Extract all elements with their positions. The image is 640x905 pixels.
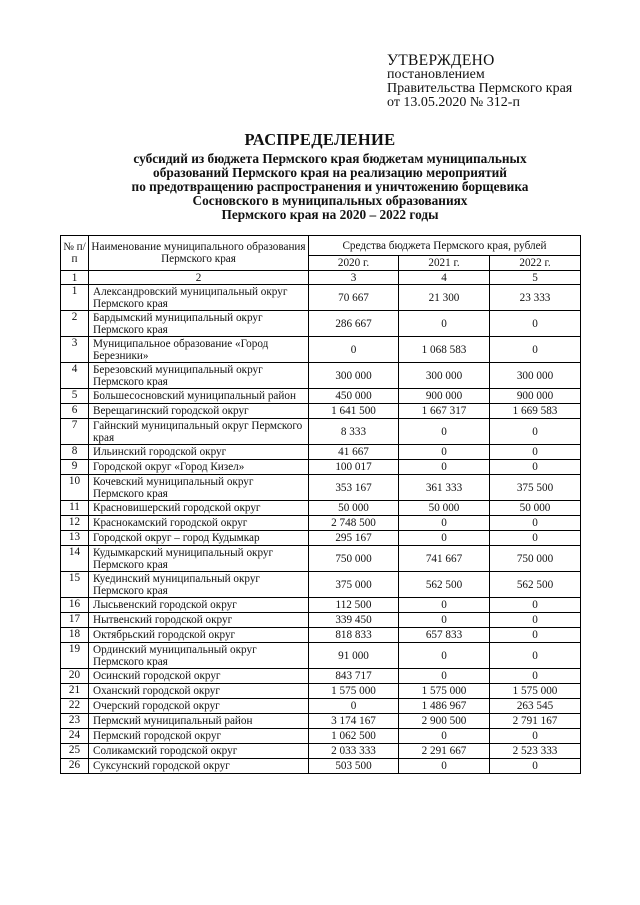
amount-2022: 0 [490, 445, 581, 460]
subtitle-line: Пермского края на 2020 – 2022 годы [221, 207, 439, 222]
amount-2022: 0 [490, 643, 581, 669]
municipality-name: Большесосновский муниципальный район [89, 389, 309, 404]
amount-2021: 0 [399, 759, 490, 774]
row-number: 25 [61, 744, 89, 759]
amount-2020: 818 833 [309, 628, 399, 643]
row-number: 14 [61, 546, 89, 572]
table-row [61, 729, 581, 744]
amount-2022: 0 [490, 311, 581, 337]
amount-2022: 562 500 [490, 572, 581, 598]
column-number: 1 [61, 271, 89, 285]
column-number: 4 [399, 271, 490, 285]
document-subtitle [80, 152, 580, 222]
row-number: 20 [61, 669, 89, 684]
amount-2022: 0 [490, 516, 581, 531]
amount-2021: 0 [399, 460, 490, 475]
municipality-name: Суксунский городской округ [89, 759, 309, 774]
table-row [61, 699, 581, 714]
municipality-name: Кочевский муниципальный округ Пермского края [89, 475, 309, 501]
table-row [61, 404, 581, 419]
subtitle-line: субсидий из бюджета Пермского края бюджетам муниципальных [133, 151, 527, 166]
amount-2022: 263 545 [490, 699, 581, 714]
municipality-name: Городской округ «Город Кизел» [89, 460, 309, 475]
row-number: 5 [61, 389, 89, 404]
amount-2022: 750 000 [490, 546, 581, 572]
municipality-name: Березовский муниципальный округ Пермского края [89, 363, 309, 389]
table-row [61, 531, 581, 546]
municipality-name: Городской округ – город Кудымкар [89, 531, 309, 546]
amount-2020: 843 717 [309, 669, 399, 684]
amount-2022: 0 [490, 531, 581, 546]
row-number: 15 [61, 572, 89, 598]
table-row [61, 389, 581, 404]
row-number: 22 [61, 699, 89, 714]
amount-2022: 0 [490, 337, 581, 363]
row-number: 9 [61, 460, 89, 475]
row-number: 17 [61, 613, 89, 628]
table-row [61, 643, 581, 669]
table-row [61, 501, 581, 516]
amount-2021: 2 900 500 [399, 714, 490, 729]
table-row [61, 714, 581, 729]
column-number: 5 [490, 271, 581, 285]
table-row [61, 613, 581, 628]
header-funds: Средства бюджета Пермского края, рублей [309, 236, 581, 256]
subsidy-table [60, 235, 581, 774]
amount-2020: 0 [309, 699, 399, 714]
amount-2022: 0 [490, 613, 581, 628]
amount-2022: 0 [490, 598, 581, 613]
amount-2020: 112 500 [309, 598, 399, 613]
table-row [61, 744, 581, 759]
municipality-name: Пермский муниципальный район [89, 714, 309, 729]
row-number: 12 [61, 516, 89, 531]
row-number: 4 [61, 363, 89, 389]
amount-2022: 300 000 [490, 363, 581, 389]
amount-2021: 0 [399, 729, 490, 744]
municipality-name: Ординский муниципальный округ Пермского края [89, 643, 309, 669]
row-number: 21 [61, 684, 89, 699]
approval-line: постановлением [387, 67, 485, 82]
table-row [61, 684, 581, 699]
amount-2022: 2 523 333 [490, 744, 581, 759]
amount-2022: 1 669 583 [490, 404, 581, 419]
document-title: РАСПРЕДЕЛЕНИЕ [244, 130, 396, 149]
table-row [61, 759, 581, 774]
amount-2021: 21 300 [399, 285, 490, 311]
amount-2021: 361 333 [399, 475, 490, 501]
row-number: 19 [61, 643, 89, 669]
amount-2020: 50 000 [309, 501, 399, 516]
row-number: 2 [61, 311, 89, 337]
municipality-name: Александровский муниципальный округ Пермского края [89, 285, 309, 311]
row-number: 6 [61, 404, 89, 419]
amount-2021: 0 [399, 311, 490, 337]
amount-2022: 1 575 000 [490, 684, 581, 699]
amount-2021: 300 000 [399, 363, 490, 389]
amount-2022: 375 500 [490, 475, 581, 501]
row-number: 3 [61, 337, 89, 363]
table-row [61, 419, 581, 445]
amount-2022: 0 [490, 729, 581, 744]
approval-line: Правительства Пермского края [387, 81, 573, 96]
header-num: № п/п [61, 236, 89, 271]
table-row [61, 363, 581, 389]
amount-2020: 295 167 [309, 531, 399, 546]
municipality-name: Гайнский муниципальный округ Пермского края [89, 419, 309, 445]
row-number: 1 [61, 285, 89, 311]
row-number: 26 [61, 759, 89, 774]
amount-2021: 1 486 967 [399, 699, 490, 714]
amount-2022: 23 333 [490, 285, 581, 311]
amount-2022: 0 [490, 460, 581, 475]
table-row [61, 628, 581, 643]
amount-2021: 2 291 667 [399, 744, 490, 759]
amount-2022: 0 [490, 628, 581, 643]
amount-2020: 450 000 [309, 389, 399, 404]
header-year-2022: 2022 г. [490, 256, 581, 271]
amount-2021: 1 575 000 [399, 684, 490, 699]
amount-2021: 657 833 [399, 628, 490, 643]
header-name: Наименование муниципального образования Пермского края [89, 236, 309, 271]
amount-2020: 353 167 [309, 475, 399, 501]
amount-2021: 0 [399, 669, 490, 684]
amount-2021: 0 [399, 613, 490, 628]
amount-2022: 900 000 [490, 389, 581, 404]
amount-2020: 503 500 [309, 759, 399, 774]
amount-2021: 1 068 583 [399, 337, 490, 363]
amount-2020: 1 062 500 [309, 729, 399, 744]
amount-2021: 0 [399, 643, 490, 669]
table-row [61, 285, 581, 311]
subtitle-line: образований Пермского края на реализацию мероприятий [153, 165, 507, 180]
amount-2020: 2 033 333 [309, 744, 399, 759]
municipality-name: Осинский городской округ [89, 669, 309, 684]
municipality-name: Краснокамский городской округ [89, 516, 309, 531]
municipality-name: Ильинский городской округ [89, 445, 309, 460]
row-number: 11 [61, 501, 89, 516]
amount-2020: 2 748 500 [309, 516, 399, 531]
amount-2020: 750 000 [309, 546, 399, 572]
subtitle-line: Сосновского в муниципальных образованиях [192, 193, 468, 208]
approval-heading: УТВЕРЖДЕНО [387, 52, 495, 69]
approval-date: от 13.05.2020 № 312-п [387, 95, 520, 110]
table-row [61, 598, 581, 613]
table-row [61, 460, 581, 475]
municipality-name: Оханский городской округ [89, 684, 309, 699]
amount-2021: 0 [399, 445, 490, 460]
municipality-name: Нытвенский городской округ [89, 613, 309, 628]
municipality-name: Бардымский муниципальный округ Пермского края [89, 311, 309, 337]
amount-2020: 300 000 [309, 363, 399, 389]
table-row [61, 311, 581, 337]
row-number: 7 [61, 419, 89, 445]
amount-2021: 0 [399, 419, 490, 445]
municipality-name: Очерский городской округ [89, 699, 309, 714]
table-row [61, 337, 581, 363]
municipality-name: Муниципальное образование «Город Березники» [89, 337, 309, 363]
municipality-name: Верещагинский городской округ [89, 404, 309, 419]
row-number: 10 [61, 475, 89, 501]
header-year-2021: 2021 г. [399, 256, 490, 271]
amount-2020: 1 641 500 [309, 404, 399, 419]
amount-2021: 0 [399, 598, 490, 613]
header-year-2020: 2020 г. [309, 256, 399, 271]
column-number: 3 [309, 271, 399, 285]
row-number: 23 [61, 714, 89, 729]
municipality-name: Куединский муниципальный округ Пермского края [89, 572, 309, 598]
approval-stamp [387, 54, 572, 110]
row-number: 13 [61, 531, 89, 546]
amount-2020: 375 000 [309, 572, 399, 598]
table-row [61, 669, 581, 684]
subtitle-line: по предотвращению распространения и уничтожению борщевика [131, 179, 529, 194]
amount-2020: 3 174 167 [309, 714, 399, 729]
amount-2021: 900 000 [399, 389, 490, 404]
municipality-name: Лысьвенский городской округ [89, 598, 309, 613]
amount-2021: 562 500 [399, 572, 490, 598]
municipality-name: Соликамский городской округ [89, 744, 309, 759]
row-number: 24 [61, 729, 89, 744]
table-row [61, 445, 581, 460]
amount-2021: 741 667 [399, 546, 490, 572]
amount-2020: 339 450 [309, 613, 399, 628]
amount-2020: 0 [309, 337, 399, 363]
amount-2020: 1 575 000 [309, 684, 399, 699]
amount-2021: 0 [399, 516, 490, 531]
amount-2021: 50 000 [399, 501, 490, 516]
amount-2022: 0 [490, 669, 581, 684]
amount-2020: 91 000 [309, 643, 399, 669]
amount-2022: 0 [490, 759, 581, 774]
table-body [61, 285, 581, 774]
amount-2020: 100 017 [309, 460, 399, 475]
row-number: 8 [61, 445, 89, 460]
table-row [61, 546, 581, 572]
amount-2021: 1 667 317 [399, 404, 490, 419]
row-number: 16 [61, 598, 89, 613]
table-row [61, 516, 581, 531]
municipality-name: Октябрьский городской округ [89, 628, 309, 643]
amount-2022: 0 [490, 419, 581, 445]
amount-2020: 70 667 [309, 285, 399, 311]
municipality-name: Красновишерский городской округ [89, 501, 309, 516]
amount-2022: 2 791 167 [490, 714, 581, 729]
amount-2020: 41 667 [309, 445, 399, 460]
amount-2021: 0 [399, 531, 490, 546]
column-number: 2 [89, 271, 309, 285]
amount-2022: 50 000 [490, 501, 581, 516]
municipality-name: Пермский городской округ [89, 729, 309, 744]
table-row [61, 572, 581, 598]
amount-2020: 286 667 [309, 311, 399, 337]
row-number: 18 [61, 628, 89, 643]
table-row [61, 475, 581, 501]
amount-2020: 8 333 [309, 419, 399, 445]
municipality-name: Кудымкарский муниципальный округ Пермского края [89, 546, 309, 572]
